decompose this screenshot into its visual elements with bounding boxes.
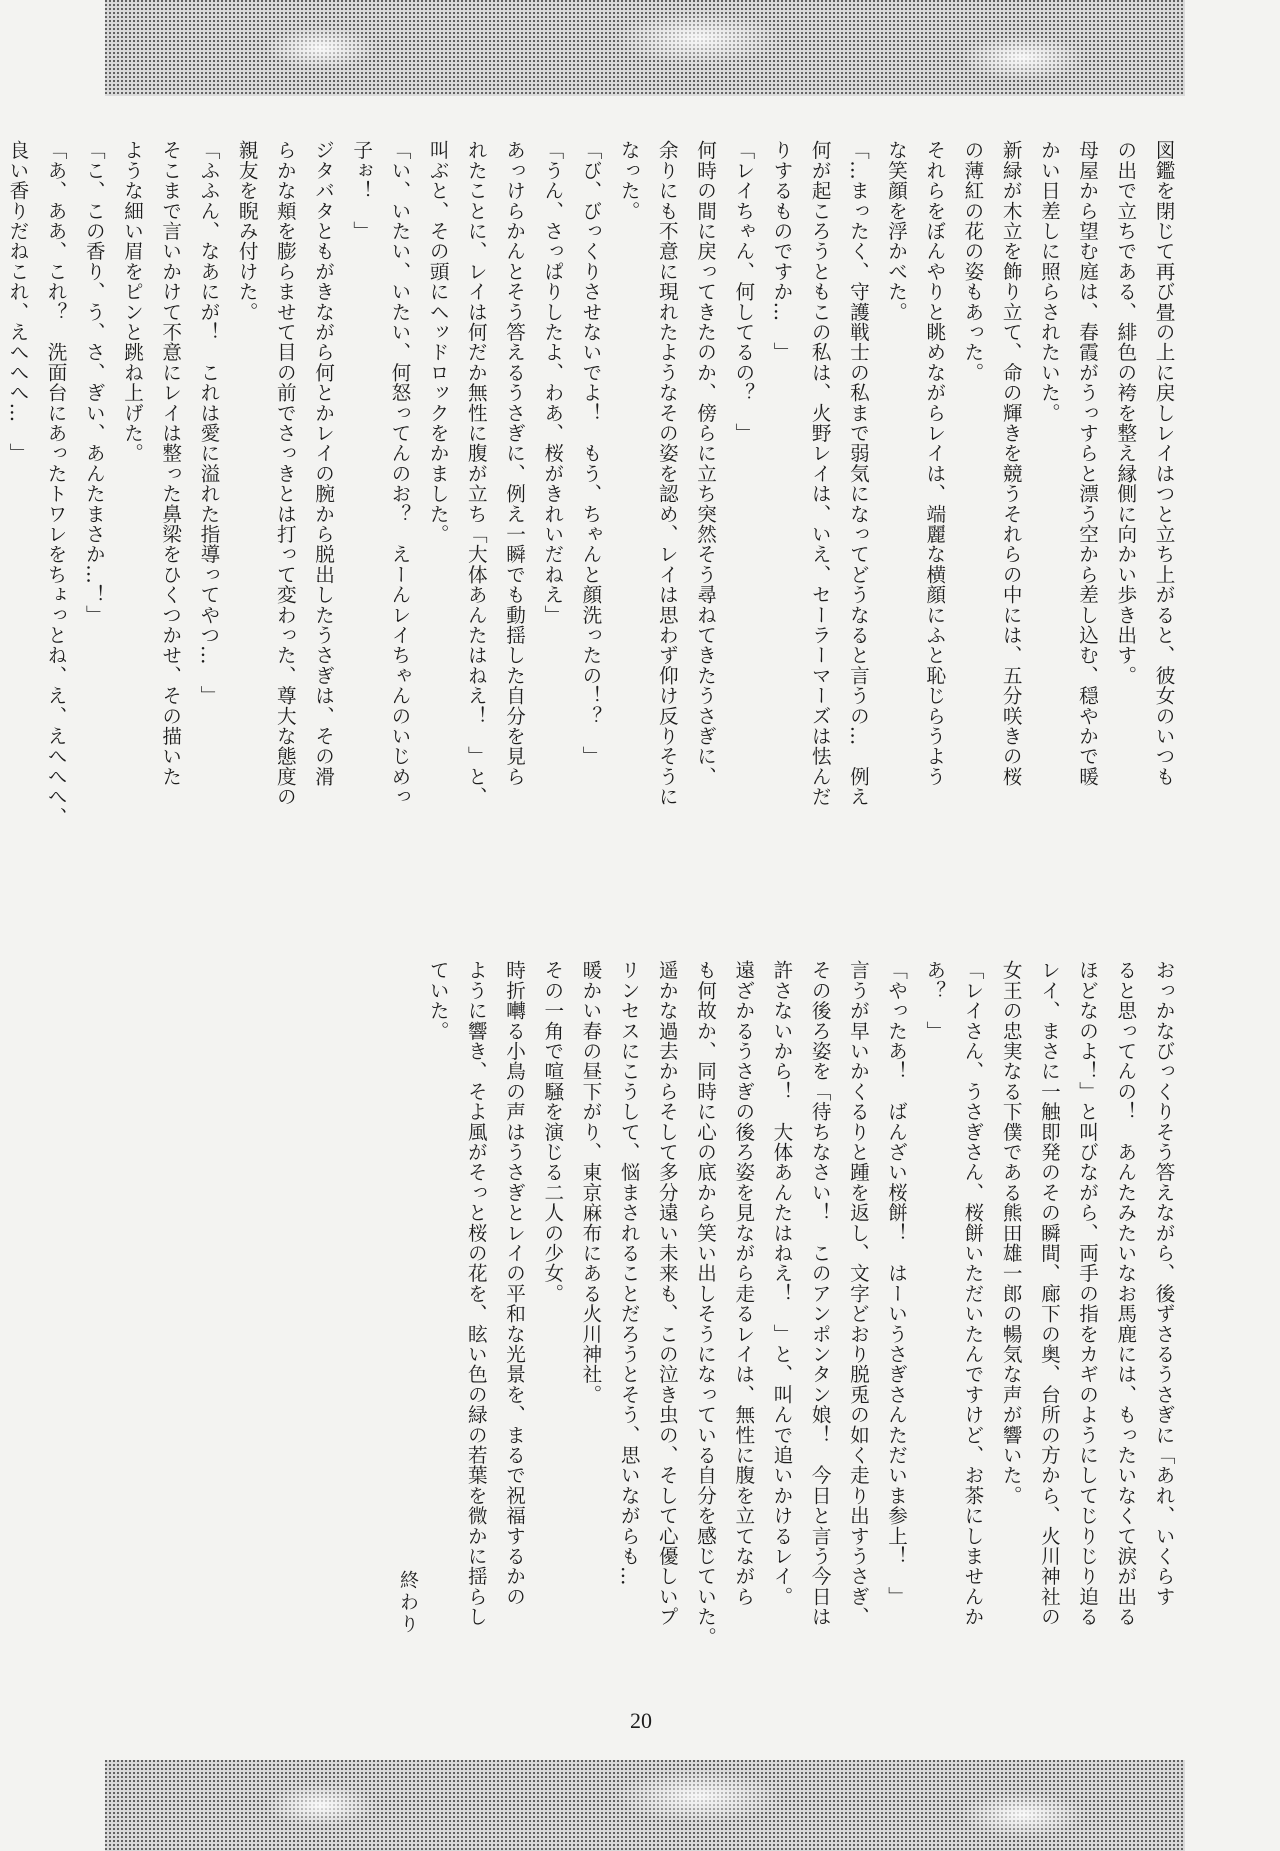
text-line: 言うが早いかくるりと踵を返し、文字どおり脱兎の如く走り出すうさぎ、 xyxy=(846,960,870,1627)
text-line: リンセスにこうして、悩まされることだろうとそう、思いながらも… xyxy=(617,960,641,1587)
text-line: 「うん、さっぱりしたよ、わあ、桜がきれいだねえ」 xyxy=(540,140,564,625)
closing-mark: 終わり xyxy=(397,1570,419,1636)
text-line: ように響き、そよ風がそっと桜の花を、眩い色の緑の若葉を微かに揺らし xyxy=(464,960,488,1627)
text-line: 良い香りだねこれ、えへへへ… 」 xyxy=(5,140,29,464)
text-line: れたことに、レイは何だか無性に腹が立ち「大体あんたはねえ！ 」と、 xyxy=(464,140,488,807)
upper-text-block xyxy=(5,140,1182,900)
text-line: あっけらかんとそう答えるうさぎに、例え一瞬でも動揺した自分を見ら xyxy=(502,140,526,787)
text-line: 女王の忠実なる下僕である熊田雄一郎の暢気な声が響いた。 xyxy=(999,960,1023,1506)
text-line: 「…まったく、守護戦士の私まで弱気になってどうなると言うの… 例え xyxy=(846,140,870,807)
text-line: 何時の間に戻ってきたのか、傍らに立ち突然そう尋ねてきたうさぎに、 xyxy=(693,140,717,787)
text-line: 許さないから！ 大体あんたはねえ！ 」と、叫んで追いかけるレイ。 xyxy=(769,960,793,1607)
text-line: 余りにも不意に現れたようなその姿を認め、レイは思わず仰け反りそうに xyxy=(655,140,679,807)
text-line: らかな頬を膨らませて目の前でさっきとは打って変わった、尊大な態度の xyxy=(273,140,297,807)
text-line: 母屋から望む庭は、春霞がうっすらと漂う空から差し込む、穏やかで暖 xyxy=(1075,140,1099,787)
text-line: 「い、いたい、いたい、何怒ってんのお？ えーんレイちゃんのいじめっ xyxy=(387,140,411,807)
text-line: 時折囀る小鳥の声はうさぎとレイの平和な光景を、まるで祝福するかの xyxy=(502,960,526,1607)
text-line: 「やったあ！ ばんざい桜餅！ はーいうさぎさんただいま参上！ 」 xyxy=(884,960,908,1607)
text-line: あ？ 」 xyxy=(922,960,946,1041)
text-line: それらをぼんやりと眺めながらレイは、端麗な横顔にふと恥じらうよう xyxy=(922,140,946,787)
text-line: の出で立ちである、緋色の袴を整え縁側に向かい歩き出す。 xyxy=(1113,140,1137,686)
text-line: 「レイちゃん、何してるの？ 」 xyxy=(731,140,755,443)
text-line: 叫ぶと、その頭にヘッドロックをかました。 xyxy=(426,140,450,544)
text-line: ような細い眉をピンと跳ね上げた。 xyxy=(120,140,144,464)
text-line: 暖かい春の昼下がり、東京麻布にある火川神社。 xyxy=(578,960,602,1405)
text-line: 子ぉ！ 」 xyxy=(349,140,373,241)
screentone-band-bottom xyxy=(105,1760,1185,1851)
text-line: 「レイさん、うさぎさん、桜餅いただいたんですけど、お茶にしませんか xyxy=(960,960,984,1627)
text-line: かい日差しに照らされたいた。 xyxy=(1037,140,1061,423)
text-line: 何が起ころうともこの私は、火野レイは、いえ、セーラーマーズは怯んだ xyxy=(808,140,832,807)
text-line: 「こ、この香り、う、さ、ぎい、あんたまさか…！」 xyxy=(82,140,106,625)
text-line: ていた。 xyxy=(426,960,450,1041)
text-line: なった。 xyxy=(617,140,641,221)
text-line: の薄紅の花の姿もあった。 xyxy=(960,140,984,383)
text-line: その一角で喧騒を演じる二人の少女。 xyxy=(540,960,564,1304)
page-number: 20 xyxy=(630,1708,652,1733)
text-line: 「あ、ああ、これ？ 洗面台にあったトワレをちょっとね、え、えへへへ、 xyxy=(44,140,68,827)
text-line: も何故か、同時に心の底から笑い出しそうになっている自分を感じていた。 xyxy=(693,960,717,1647)
text-line: 図鑑を閉じて再び畳の上に戻しレイはつと立ち上がると、彼女のいつも xyxy=(1152,140,1175,787)
text-line: な笑顔を浮かべた。 xyxy=(884,140,908,322)
screentone-band-top xyxy=(105,0,1185,96)
lower-text-block xyxy=(426,960,1182,1660)
text-line: ほどなのよ！」と叫びながら、両手の指をカギのようにしてじりじり迫る xyxy=(1075,960,1099,1627)
text-line: その後ろ姿を「待ちなさい！ このアンポンタン娘！ 今日と言う今日は xyxy=(808,960,832,1627)
text-line: りするものですか… 」 xyxy=(769,140,793,363)
text-line: 親友を睨み付けた。 xyxy=(235,140,259,322)
text-line: ジタバタともがきながら何とかレイの腕から脱出したうさぎは、その滑 xyxy=(311,140,335,787)
text-line: 新緑が木立を飾り立て、命の輝きを競うそれらの中には、五分咲きの桜 xyxy=(999,140,1023,787)
text-line: 遠ざかるうさぎの後ろ姿を見ながら走るレイは、無性に腹を立てながら xyxy=(731,960,755,1607)
text-line: 「び、びっくりさせないでよ！ もう、ちゃんと顔洗ったの！？ 」 xyxy=(578,140,602,767)
text-line: 「ふふん、なあにが！ これは愛に溢れた指導ってやつ… 」 xyxy=(196,140,220,706)
text-line: そこまで言いかけて不意にレイは整った鼻梁をひくつかせ、その描いた xyxy=(158,140,182,787)
text-line: レイ、まさに一触即発のその瞬間、廊下の奥、台所の方から、火川神社の xyxy=(1037,960,1061,1627)
text-line: ると思ってんの！ あんたみたいなお馬鹿には、もったいなくて涙が出る xyxy=(1113,960,1137,1627)
text-line: 遥かな過去からそして多分遠い未来も、この泣き虫の、そして心優しいプ xyxy=(655,960,679,1627)
text-line: おっかなびっくりそう答えながら、後ずさるうさぎに「あれ、いくらす xyxy=(1152,960,1175,1607)
